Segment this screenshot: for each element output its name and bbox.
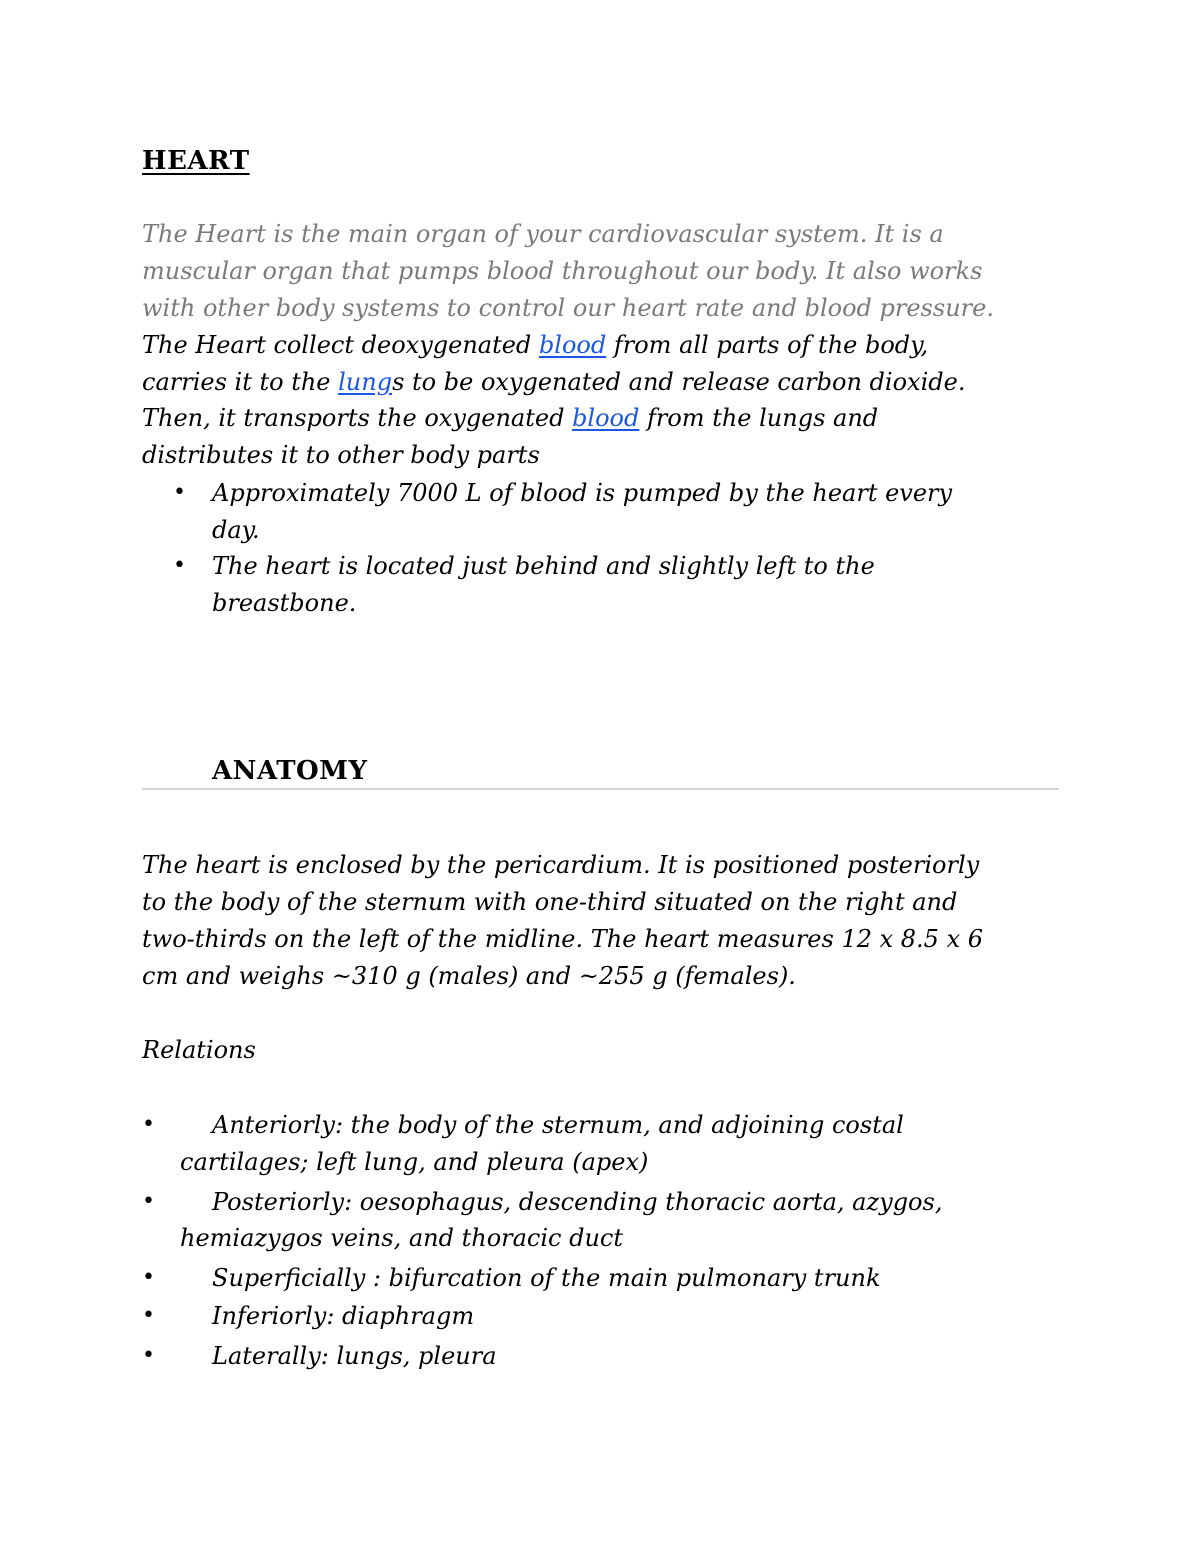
para2-text: s to be oxygenated and release carbon dioxide. — [392, 368, 966, 396]
bullet-icon: • — [142, 1343, 155, 1368]
lung-link[interactable]: lung — [338, 368, 393, 396]
para2-text: from the lungs and — [639, 404, 879, 432]
intro-line-3: with other body systems to control our heart rate and blood pressure. — [142, 294, 994, 322]
para2-line-1 — [142, 330, 928, 360]
para2-text: The Heart collect deoxygenated — [142, 331, 539, 359]
relations-label: Relations — [142, 1036, 256, 1064]
blood-link[interactable]: blood — [538, 331, 607, 359]
intro-line-2: muscular organ that pumps blood throughout our body. It also works — [142, 257, 983, 285]
para2-text: from all parts of the body, — [606, 331, 929, 359]
para2-text: Then, it transports the oxygenated — [142, 404, 573, 432]
relation-2-line-1: Posteriorly: oesophagus, descending thoracic aorta, azygos, — [212, 1188, 943, 1216]
heart-heading: HEART — [142, 146, 250, 176]
bullet-icon: • — [173, 480, 186, 505]
para2-line-3 — [142, 403, 878, 433]
para2-line-4: distributes it to other body parts — [142, 441, 540, 469]
heart-bullet-1-line-1: Approximately 7000 L of blood is pumped by the heart every — [212, 479, 953, 507]
para2-text: carries it to the — [142, 368, 339, 396]
bullet-icon: • — [142, 1112, 155, 1137]
anatomy-line-3: two-thirds on the left of the midline. The heart measures 12 x 8.5 x 6 — [142, 925, 984, 953]
bullet-icon: • — [142, 1303, 155, 1328]
heart-bullet-2-line-1: The heart is located just behind and slightly left to the — [212, 552, 875, 580]
para2-line-2 — [142, 367, 965, 397]
anatomy-heading: ANATOMY — [212, 756, 368, 786]
heading-divider — [142, 788, 1059, 790]
relation-1-line-1: Anteriorly: the body of the sternum, and adjoining costal — [212, 1111, 904, 1139]
anatomy-line-1: The heart is enclosed by the pericardium. It is positioned posteriorly — [142, 851, 980, 879]
blood-link[interactable]: blood — [572, 404, 640, 432]
bullet-icon: • — [142, 1265, 155, 1290]
heart-bullet-2-line-2: breastbone. — [212, 589, 357, 617]
relation-1-line-2: cartilages; left lung, and pleura (apex) — [180, 1148, 649, 1176]
anatomy-line-4: cm and weighs ~310 g (males) and ~255 g (females). — [142, 962, 796, 990]
bullet-icon: • — [173, 553, 186, 578]
bullet-icon: • — [142, 1189, 155, 1214]
relation-4: Inferiorly: diaphragm — [212, 1302, 475, 1330]
relation-5: Laterally: lungs, pleura — [212, 1342, 497, 1370]
intro-line-1: The Heart is the main organ of your cardiovascular system. It is a — [142, 220, 944, 248]
heart-bullet-1-line-2: day. — [212, 516, 260, 544]
anatomy-line-2: to the body of the sternum with one-third situated on the right and — [142, 888, 958, 916]
relation-3: Superficially : bifurcation of the main pulmonary trunk — [212, 1264, 881, 1292]
relation-2-line-2: hemiazygos veins, and thoracic duct — [180, 1224, 624, 1252]
